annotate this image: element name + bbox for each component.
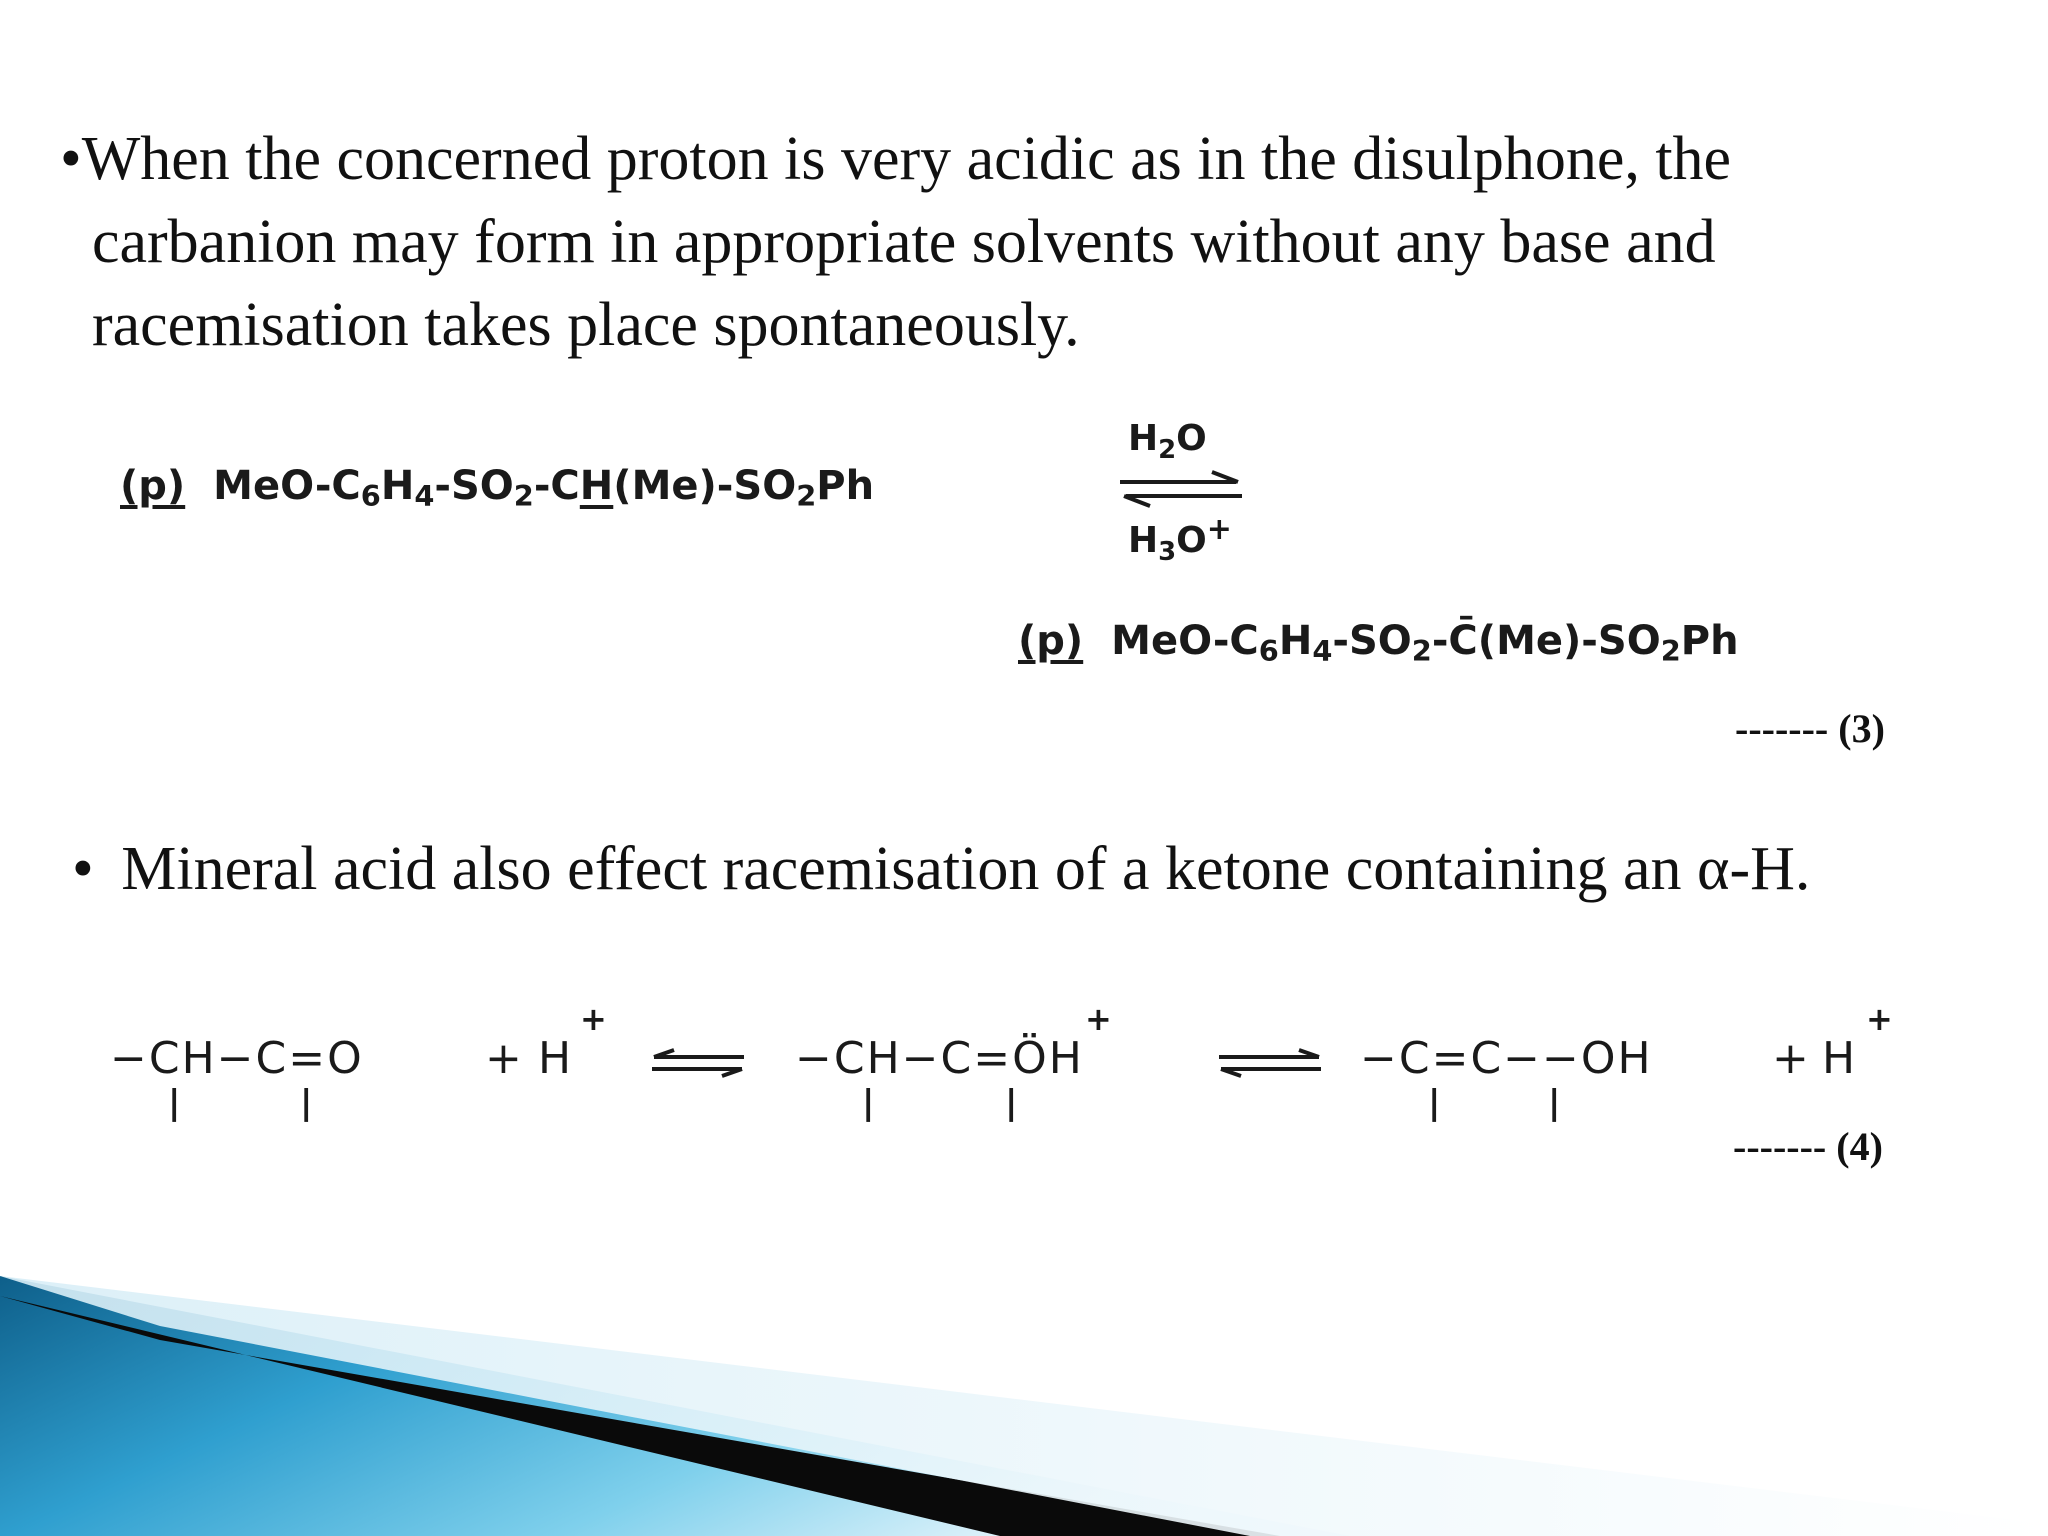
eq4-equilibrium-arrow-2 <box>1215 1048 1325 1078</box>
eq3-arrow-top-label: $H_2O$ <box>1128 418 1207 466</box>
eq4-bond-2b: | <box>1005 1083 1018 1123</box>
bullet-line-2 <box>60 201 1731 284</box>
decorative-ribbon <box>0 1276 2048 1536</box>
eq3-reactant-formula: MeO-$C_6H_4-SO_2-CH(Me)-SO_2Ph$ <box>213 463 875 514</box>
bullet-text-2: Mineral acid also effect racemisation of a ketone containing an α-H. <box>121 835 1811 903</box>
eq4-proton-1-charge: + <box>580 1000 607 1038</box>
bullet-line-3 <box>60 284 1731 367</box>
bullet-text-line-3: racemisation takes place spontaneously. <box>92 291 1080 359</box>
eq3-product-formula: MeO-$C_6H_4-SO_2-C̄(Me)-SO_2Ph$ <box>1111 618 1739 669</box>
eq4-plus-1: + <box>485 1033 522 1084</box>
eq3-product <box>1018 618 1739 669</box>
eq4-bond-1b: | <box>300 1083 313 1123</box>
bullet-paragraph-2 <box>72 828 1810 911</box>
bullet-marker: • <box>60 125 82 193</box>
bullet-line-1 <box>60 118 1731 201</box>
eq3-arrow-bottom-label: $H_3O^+$ <box>1128 512 1232 568</box>
eq4-bond-3b: | <box>1548 1083 1561 1123</box>
eq3-reactant <box>120 463 875 514</box>
eq4-species-2-charge: + <box>1085 1000 1112 1038</box>
eq3-acidic-h: H <box>579 463 614 509</box>
eq4-species-1: −CH−C=O <box>110 1033 364 1084</box>
eq4-proton-1: H <box>538 1033 572 1084</box>
eq4-plus-2: + <box>1772 1033 1809 1084</box>
bullet-marker-2: • <box>72 835 94 903</box>
eq4-bond-2a: | <box>862 1083 875 1123</box>
eq4-equilibrium-arrow-1 <box>648 1048 748 1078</box>
eq4-number: ------- (4) <box>1733 1124 1883 1169</box>
eq3-number: ------- (3) <box>1735 706 1885 751</box>
eq4-bond-3a: | <box>1428 1083 1441 1123</box>
eq4-species-3: −C=C−−OH <box>1360 1033 1653 1084</box>
eq4-species-2: −CH−C=ÖH <box>795 1033 1084 1084</box>
eq3-equilibrium-arrow <box>1116 470 1246 510</box>
eq3-product-prefix: (p) <box>1018 618 1084 664</box>
eq4-proton-2: H <box>1822 1033 1856 1084</box>
eq4-proton-2-charge: + <box>1866 1000 1893 1038</box>
bullet-text-line-2: carbanion may form in appropriate solvents without any base and <box>92 208 1716 276</box>
eq3-reactant-prefix: (p) <box>120 463 186 509</box>
bullet-text-line-1: When the concerned proton is very acidic as in the disulphone, the <box>81 125 1732 193</box>
eq4-bond-1a: | <box>168 1083 181 1123</box>
bullet-paragraph-1 <box>60 118 1731 367</box>
